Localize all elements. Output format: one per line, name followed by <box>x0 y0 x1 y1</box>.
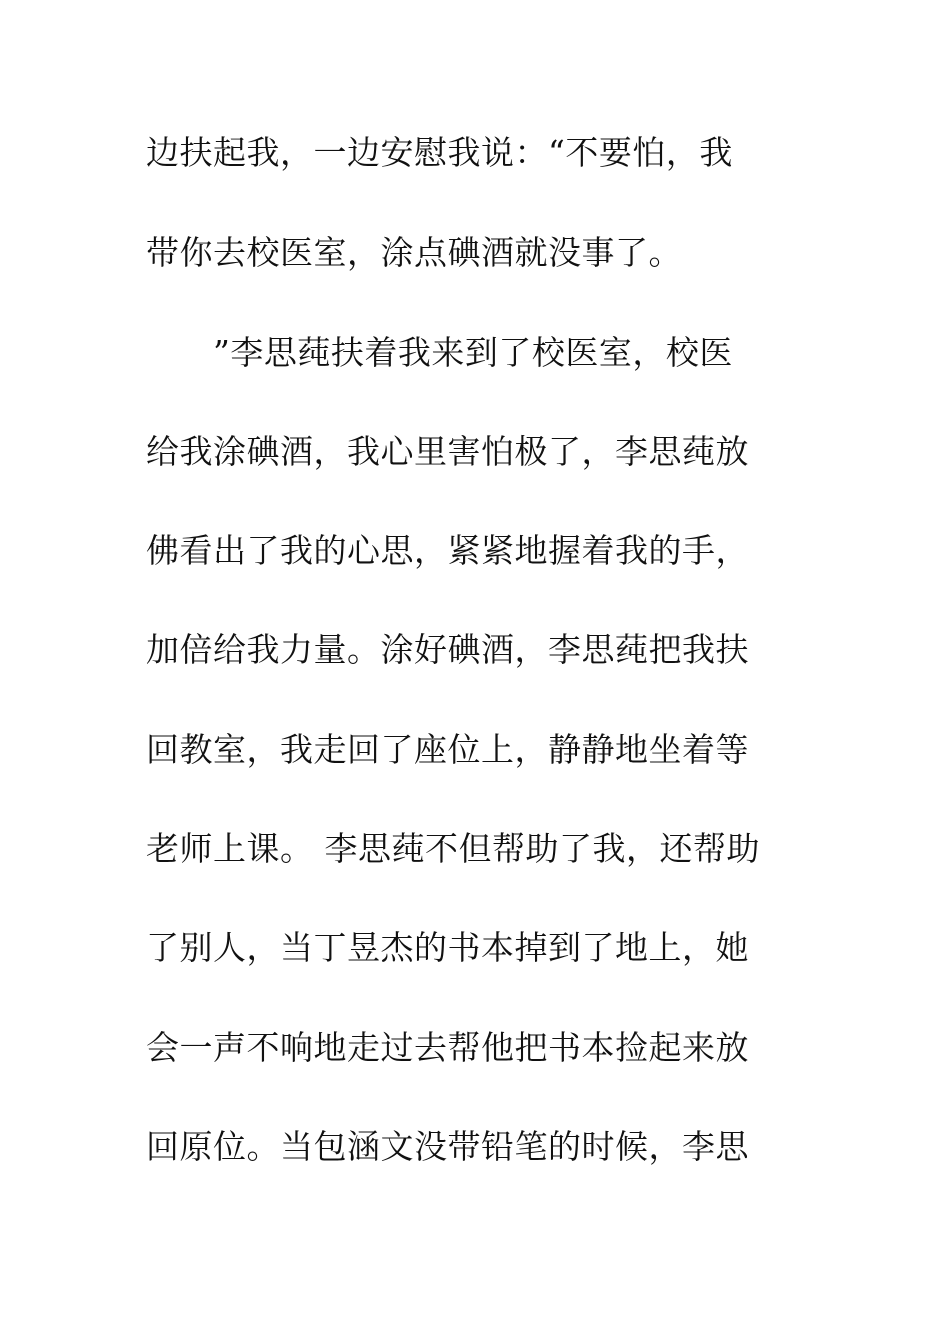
text-line: 带你去校医室，涂点碘酒就没事了。 <box>146 233 682 272</box>
text-line: 了别人，当丁昱杰的书本掉到了地上，她 <box>146 928 749 967</box>
text-line: 老师上课。 李思莼不但帮助了我，还帮助 <box>146 829 760 868</box>
text-line: 加倍给我力量。涂好碘酒，李思莼把我扶 <box>146 630 749 669</box>
text-line: 给我涂碘酒，我心里害怕极了，李思莼放 <box>146 432 749 471</box>
text-line: ”李思莼扶着我来到了校医室，校医 <box>146 333 733 372</box>
text-line: 回原位。当包涵文没带铅笔的时候，李思 <box>146 1127 749 1166</box>
text-line: 回教室，我走回了座位上，静静地坐着等 <box>146 730 749 769</box>
text-line: 边扶起我，一边安慰我说：“不要怕，我 <box>146 133 733 172</box>
text-line: 佛看出了我的心思，紧紧地握着我的手， <box>146 531 749 570</box>
text-line: 会一声不响地走过去帮他把书本捡起来放 <box>146 1028 749 1067</box>
